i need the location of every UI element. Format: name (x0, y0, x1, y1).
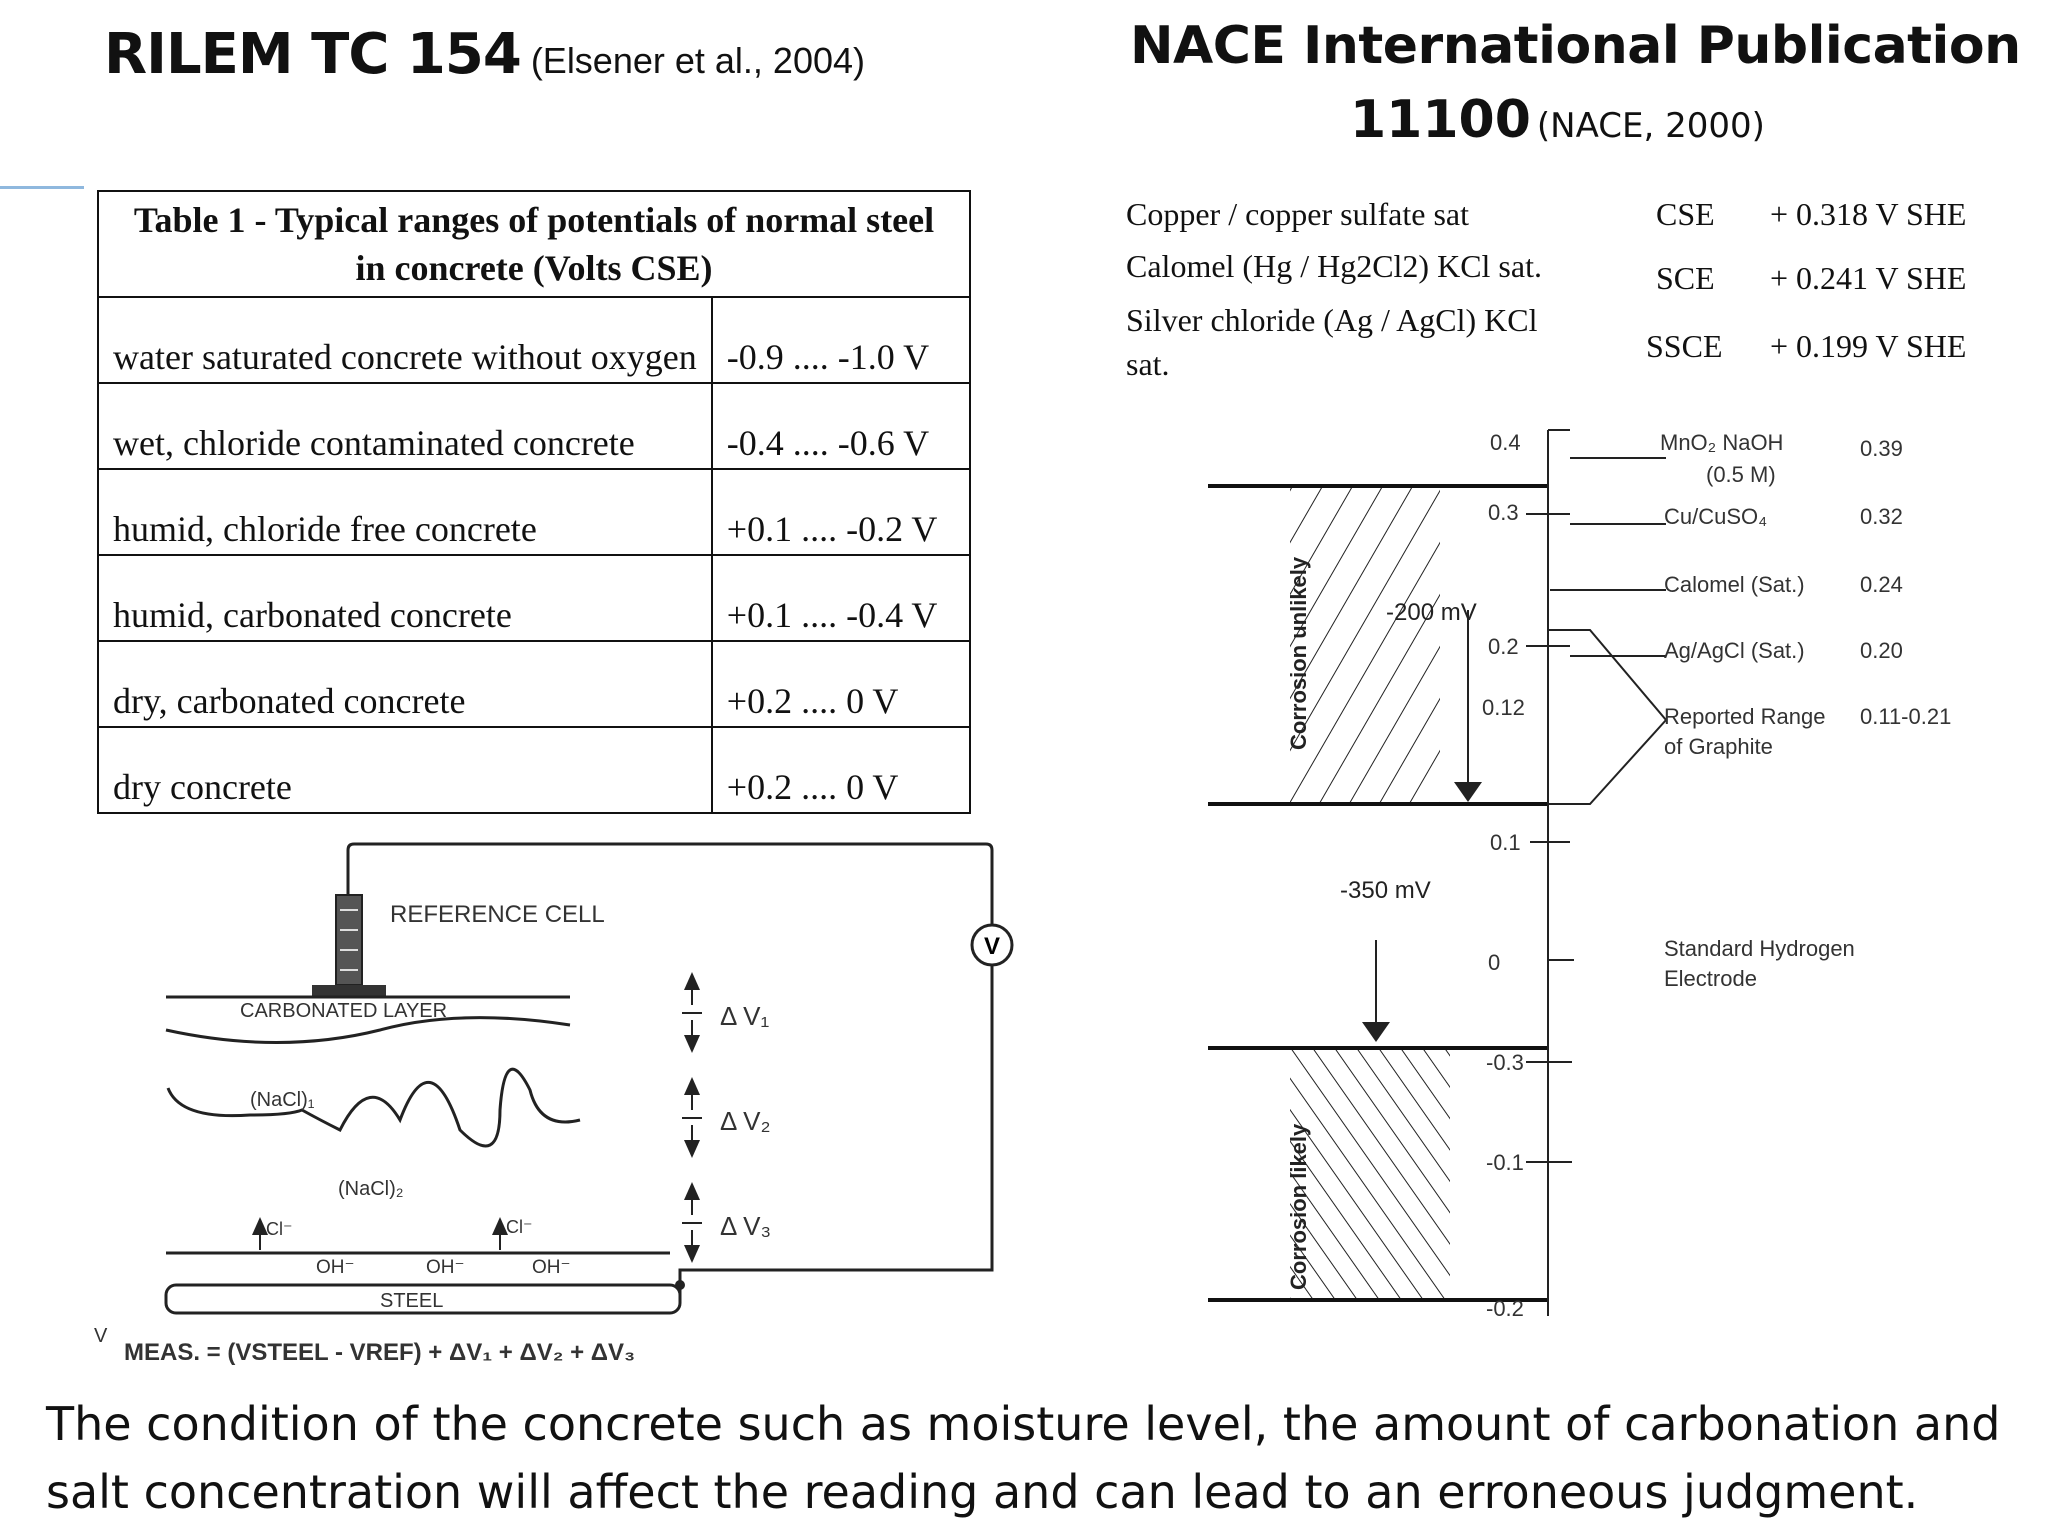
tick-label: -0.3 (1486, 1050, 1524, 1075)
carbonated-layer-label: CARBONATED LAYER (240, 1000, 448, 1022)
electrode-name: Silver chloride (Ag / AgCl) KCl (1126, 302, 1538, 338)
tick-label: 0 (1488, 950, 1501, 975)
range-cell: +0.1 .... -0.2 V (712, 469, 970, 555)
electrode-value: 0.11-0.21 (1860, 704, 1952, 729)
steel-label: STEEL (380, 1290, 444, 1312)
right-heading-number: 11100 (1350, 90, 1531, 150)
electrode-label: Standard Hydrogen (1664, 936, 1855, 961)
tick-label: -0.1 (1486, 1150, 1524, 1175)
electrode-abbr: SCE (1656, 260, 1715, 296)
range-cell: -0.4 .... -0.6 V (712, 383, 970, 469)
electrode-value: + 0.199 V SHE (1770, 328, 1967, 364)
delta-v2-indicator (682, 1085, 771, 1150)
table-row (98, 383, 970, 469)
formula: MEAS. = (VSTEEL - VREF) + ΔV₁ + ΔV₂ + ΔV₃ (124, 1339, 636, 1366)
potentials-table (97, 190, 971, 814)
delta-v1-indicator (682, 980, 769, 1045)
table-header-line1: Table 1 - Typical ranges of potentials of normal steel (133, 200, 935, 240)
electrode-value: + 0.318 V SHE (1770, 196, 1967, 232)
tick-label: 0.3 (1488, 500, 1519, 525)
electrode-value: 0.32 (1860, 504, 1903, 529)
electrode-label: Calomel (Sat.) (1664, 572, 1805, 597)
oh-label-2: OH⁻ (426, 1257, 465, 1278)
table-header (98, 191, 970, 297)
range-cell: +0.2 .... 0 V (712, 727, 970, 813)
tick-label: 0.12 (1482, 695, 1525, 720)
corrosion-likely-label: Corrosion likely (1286, 1123, 1311, 1290)
electrode-name-cont: sat. (1126, 346, 1170, 382)
tick-label: 0.4 (1490, 430, 1521, 455)
axis-ticks (1482, 430, 1574, 1321)
electrode-name: Copper / copper sulfate sat (1126, 196, 1469, 232)
table-row (98, 641, 970, 727)
corrosion-unlikely-label: Corrosion unlikely (1286, 556, 1311, 750)
delta-v1-label: Δ V₁ (720, 1001, 770, 1031)
table-row (98, 727, 970, 813)
nacl1-label: (NaCl)₁ (250, 1089, 315, 1111)
cl-label-1: Cl⁻ (266, 1219, 293, 1239)
electrode-label: Reported Range (1664, 704, 1826, 729)
electrode-value: 0.24 (1860, 572, 1903, 597)
left-heading-title: RILEM TC 154 (104, 22, 521, 87)
delta-v3-indicator (682, 1190, 771, 1255)
tick-label: 0.2 (1488, 634, 1519, 659)
voltmeter-label: V (983, 933, 1001, 960)
table-row (98, 469, 970, 555)
condition-cell: wet, chloride contaminated concrete (98, 383, 712, 469)
reference-cell-icon (312, 895, 386, 997)
range-cell: -0.9 .... -1.0 V (712, 297, 970, 383)
table-row (98, 555, 970, 641)
formula-v: V (94, 1325, 108, 1347)
table-row (98, 297, 970, 383)
chloride-front (168, 1069, 580, 1146)
electrode-value: + 0.241 V SHE (1770, 260, 1967, 296)
accent-line (0, 186, 84, 189)
electrode-label-cont: (0.5 M) (1706, 462, 1776, 487)
condition-cell: water saturated concrete without oxygen (98, 297, 712, 383)
electrode-label: Cu/CuSO₄ (1664, 504, 1768, 529)
electrode-name: Calomel (Hg / Hg2Cl2) KCl sat. (1126, 248, 1542, 284)
oh-label-3: OH⁻ (532, 1257, 571, 1278)
left-heading-citation: (Elsener et al., 2004) (530, 40, 865, 81)
voltmeter-icon (972, 925, 1012, 965)
electrode-value: 0.20 (1860, 638, 1903, 663)
delta-v2-label: Δ V₂ (720, 1106, 771, 1136)
delta-v3-label: Δ V₃ (720, 1211, 772, 1241)
range-cell: +0.1 .... -0.4 V (712, 555, 970, 641)
electrode-abbr: SSCE (1646, 328, 1723, 364)
electrode-label: Ag/AgCl (Sat.) (1664, 638, 1805, 663)
minus350-label: -350 mV (1340, 877, 1431, 904)
condition-cell: dry concrete (98, 727, 712, 813)
potential-scale-diagram (1180, 420, 2000, 1340)
electrode-label-cont: Electrode (1664, 966, 1757, 991)
condition-cell: humid, carbonated concrete (98, 555, 712, 641)
half-cell-diagram (80, 830, 1020, 1370)
bottom-caption: The condition of the concrete such as moisture level, the amount of carbonation and salt concentration will affect the reading and can lead to an erroneous judgment. (46, 1397, 2001, 1519)
nacl2-label: (NaCl)₂ (338, 1178, 404, 1200)
condition-cell: dry, carbonated concrete (98, 641, 712, 727)
electrode-label: MnO₂ NaOH (1660, 430, 1784, 455)
right-heading-line1: NACE International Publication (1130, 16, 2021, 76)
table-header-row (98, 191, 970, 297)
left-heading (104, 22, 865, 87)
oh-label-1: OH⁻ (316, 1257, 355, 1278)
electrode-label-cont: of Graphite (1664, 734, 1773, 759)
condition-cell: humid, chloride free concrete (98, 469, 712, 555)
minus200-label: -200 mV (1386, 599, 1477, 626)
right-heading-line2 (1350, 90, 1765, 150)
table-header-line2: in concrete (Volts CSE) (355, 248, 713, 288)
reference-cell-label: REFERENCE CELL (390, 901, 605, 928)
tick-label: 0.1 (1490, 830, 1521, 855)
electrode-value: 0.39 (1860, 436, 1903, 461)
range-cell: +0.2 .... 0 V (712, 641, 970, 727)
cl-label-2: Cl⁻ (506, 1217, 533, 1237)
right-heading-citation: (NACE, 2000) (1536, 106, 1765, 146)
electrode-abbr: CSE (1656, 196, 1715, 232)
tick-label: -0.2 (1486, 1296, 1524, 1321)
